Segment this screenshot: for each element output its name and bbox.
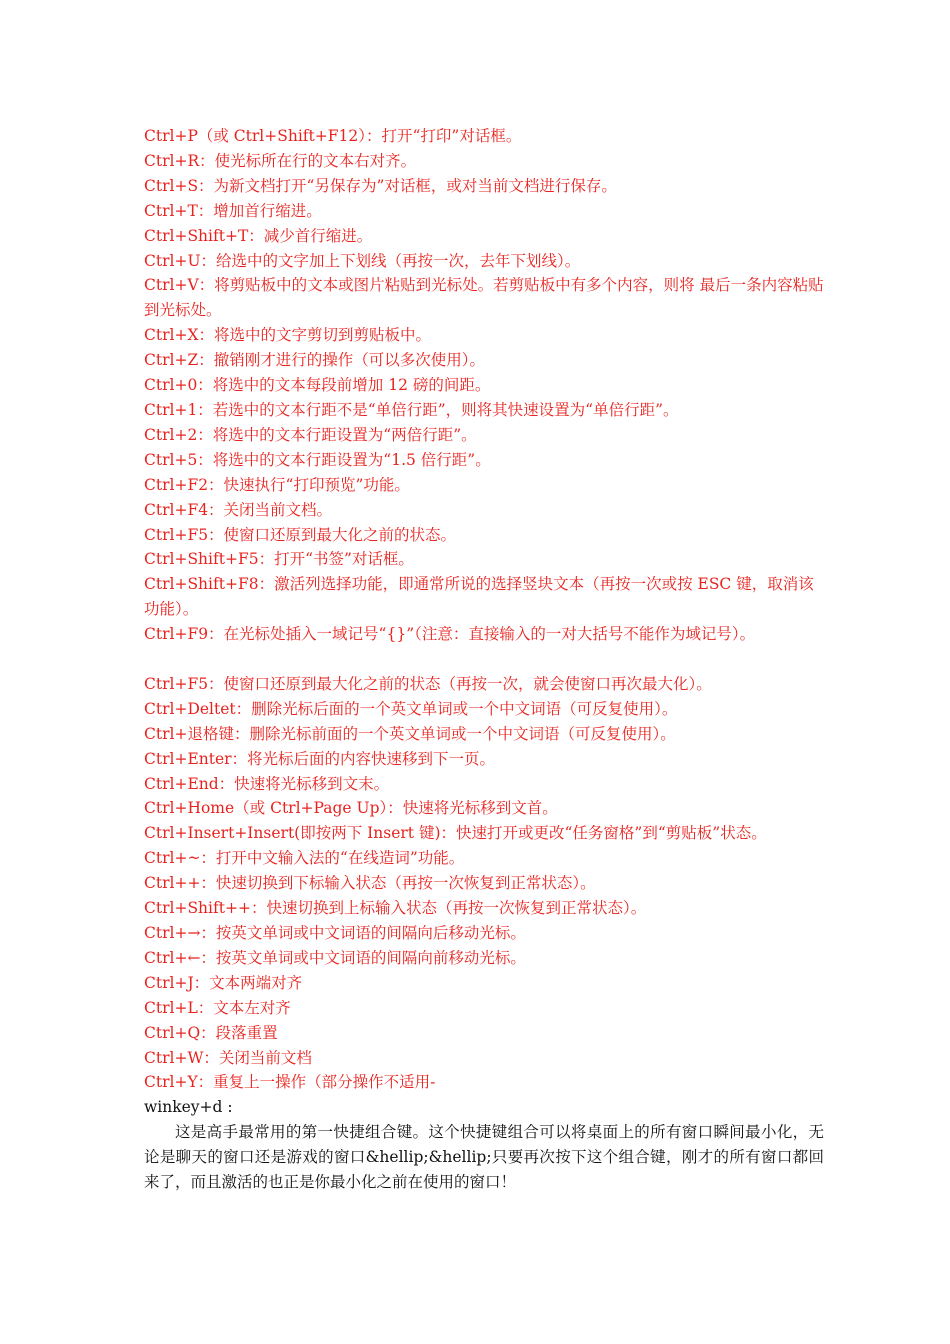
shortcut-line-ctrl-v: Ctrl+V：将剪贴板中的文本或图片粘贴到光标处。若剪贴板中有多个内容，则将 最后一条内容粘贴到光标处。: [144, 276, 824, 320]
winkey-heading: winkey+d :: [144, 1098, 233, 1117]
shortcut-line-ctrl-y: Ctrl+Y：重复上一操作（部分操作不适用-: [144, 1073, 436, 1092]
shortcut-line-ctrl-shift-t: Ctrl+Shift+T：减少首行缩进。: [144, 226, 373, 245]
shortcut-line-ctrl-home: Ctrl+Home（或 Ctrl+Page Up）：快速将光标移到文首。: [144, 799, 558, 818]
shortcut-line-ctrl-backspace: Ctrl+退格键：删除光标前面的一个英文单词或一个中文词语（可反复使用）。: [144, 724, 676, 743]
shortcut-line-ctrl-0: Ctrl+0：将选中的文本每段前增加 12 磅的间距。: [144, 376, 491, 395]
shortcut-line-ctrl-delete: Ctrl+Deltet：删除光标后面的一个英文单词或一个中文词语（可反复使用）。: [144, 699, 678, 718]
shortcut-line-ctrl-s: Ctrl+S：为新文档打开“另保存为”对话框，或对当前文档进行保存。: [144, 176, 617, 195]
shortcut-line-ctrl-r: Ctrl+R：使光标所在行的文本右对齐。: [144, 151, 417, 170]
shortcut-line-ctrl-f9: Ctrl+F9：在光标处插入一域记号“{}”（注意：直接输入的一对大括号不能作为域记号）。: [144, 625, 756, 644]
shortcut-line-ctrl-j: Ctrl+J：文本两端对齐: [144, 973, 303, 992]
shortcut-line-ctrl-shift-f8: Ctrl+Shift+F8：激活列选择功能，即通常所说的选择竖块文本（再按一次或按 ESC 键，取消该功能）。: [144, 575, 814, 619]
shortcut-line-ctrl-plus: Ctrl++：快速切换到下标输入状态（再按一次恢复到正常状态）。: [144, 874, 596, 893]
shortcut-line-ctrl-u: Ctrl+U：给选中的文字加上下划线（再按一次，去年下划线）。: [144, 251, 581, 270]
shortcut-line-ctrl-2: Ctrl+2：将选中的文本行距设置为“两倍行距”。: [144, 425, 477, 444]
shortcut-line-ctrl-w: Ctrl+W：关闭当前文档: [144, 1048, 312, 1067]
shortcut-line-ctrl-enter: Ctrl+Enter：将光标后面的内容快速移到下一页。: [144, 749, 496, 768]
shortcut-line-ctrl-f5: Ctrl+F5：使窗口还原到最大化之前的状态。: [144, 525, 457, 544]
shortcut-line-ctrl-shift-f5: Ctrl+Shift+F5：打开“书签”对话框。: [144, 550, 414, 569]
shortcut-line-ctrl-p: Ctrl+P（或 Ctrl+Shift+F12）：打开“打印”对话框。: [144, 127, 522, 145]
shortcut-line-ctrl-left: Ctrl+←：按英文单词或中文词语的间隔向前移动光标。: [144, 948, 526, 967]
shortcut-line-ctrl-q: Ctrl+Q：段落重置: [144, 1023, 278, 1042]
shortcut-line-ctrl-f2: Ctrl+F2：快速执行“打印预览”功能。: [144, 475, 410, 494]
shortcut-line-ctrl-end: Ctrl+End：快速将光标移到文末。: [144, 774, 390, 793]
shortcut-line-ctrl-5: Ctrl+5：将选中的文本行距设置为“1.5 倍行距”。: [144, 450, 491, 469]
document-content: [144, 124, 824, 1195]
shortcut-line-ctrl-1: Ctrl+1：若选中的文本行距不是“单倍行距”，则将其快速设置为“单倍行距”。: [144, 400, 679, 419]
shortcut-line-ctrl-t: Ctrl+T：增加首行缩进。: [144, 201, 322, 220]
shortcut-line-ctrl-l: Ctrl+L：文本左对齐: [144, 998, 291, 1017]
shortcut-line-ctrl-tilde: Ctrl+~：打开中文输入法的“在线造词”功能。: [144, 849, 465, 868]
winkey-paragraph: 这是高手最常用的第一快捷组合键。这个快捷键组合可以将桌面上的所有窗口瞬间最小化，无论是聊天的窗口还是游戏的窗口&hellip;&hellip;只要再次按下这个组合键，刚才的所有窗口都回来了，而且激活的也正是你最小化之前在使用的窗口！: [144, 1123, 824, 1192]
blank-line: [144, 647, 824, 672]
shortcut-line-ctrl-f5-restore: Ctrl+F5：使窗口还原到最大化之前的状态（再按一次，就会使窗口再次最大化）。: [144, 674, 712, 693]
shortcut-line-ctrl-shift-plus: Ctrl+Shift++：快速切换到上标输入状态（再按一次恢复到正常状态）。: [144, 899, 647, 918]
shortcut-line-ctrl-right: Ctrl+→：按英文单词或中文词语的间隔向后移动光标。: [144, 923, 526, 942]
shortcut-line-ctrl-insert: Ctrl+Insert+Insert(即按两下 Insert 键)：快速打开或更改“任务窗格”到“剪贴板”状态。: [144, 824, 767, 843]
shortcut-line-ctrl-f4: Ctrl+F4：关闭当前文档。: [144, 500, 333, 519]
shortcut-line-ctrl-z: Ctrl+Z：撤销刚才进行的操作（可以多次使用）。: [144, 351, 485, 370]
shortcut-line-ctrl-x: Ctrl+X：将选中的文字剪切到剪贴板中。: [144, 326, 431, 345]
